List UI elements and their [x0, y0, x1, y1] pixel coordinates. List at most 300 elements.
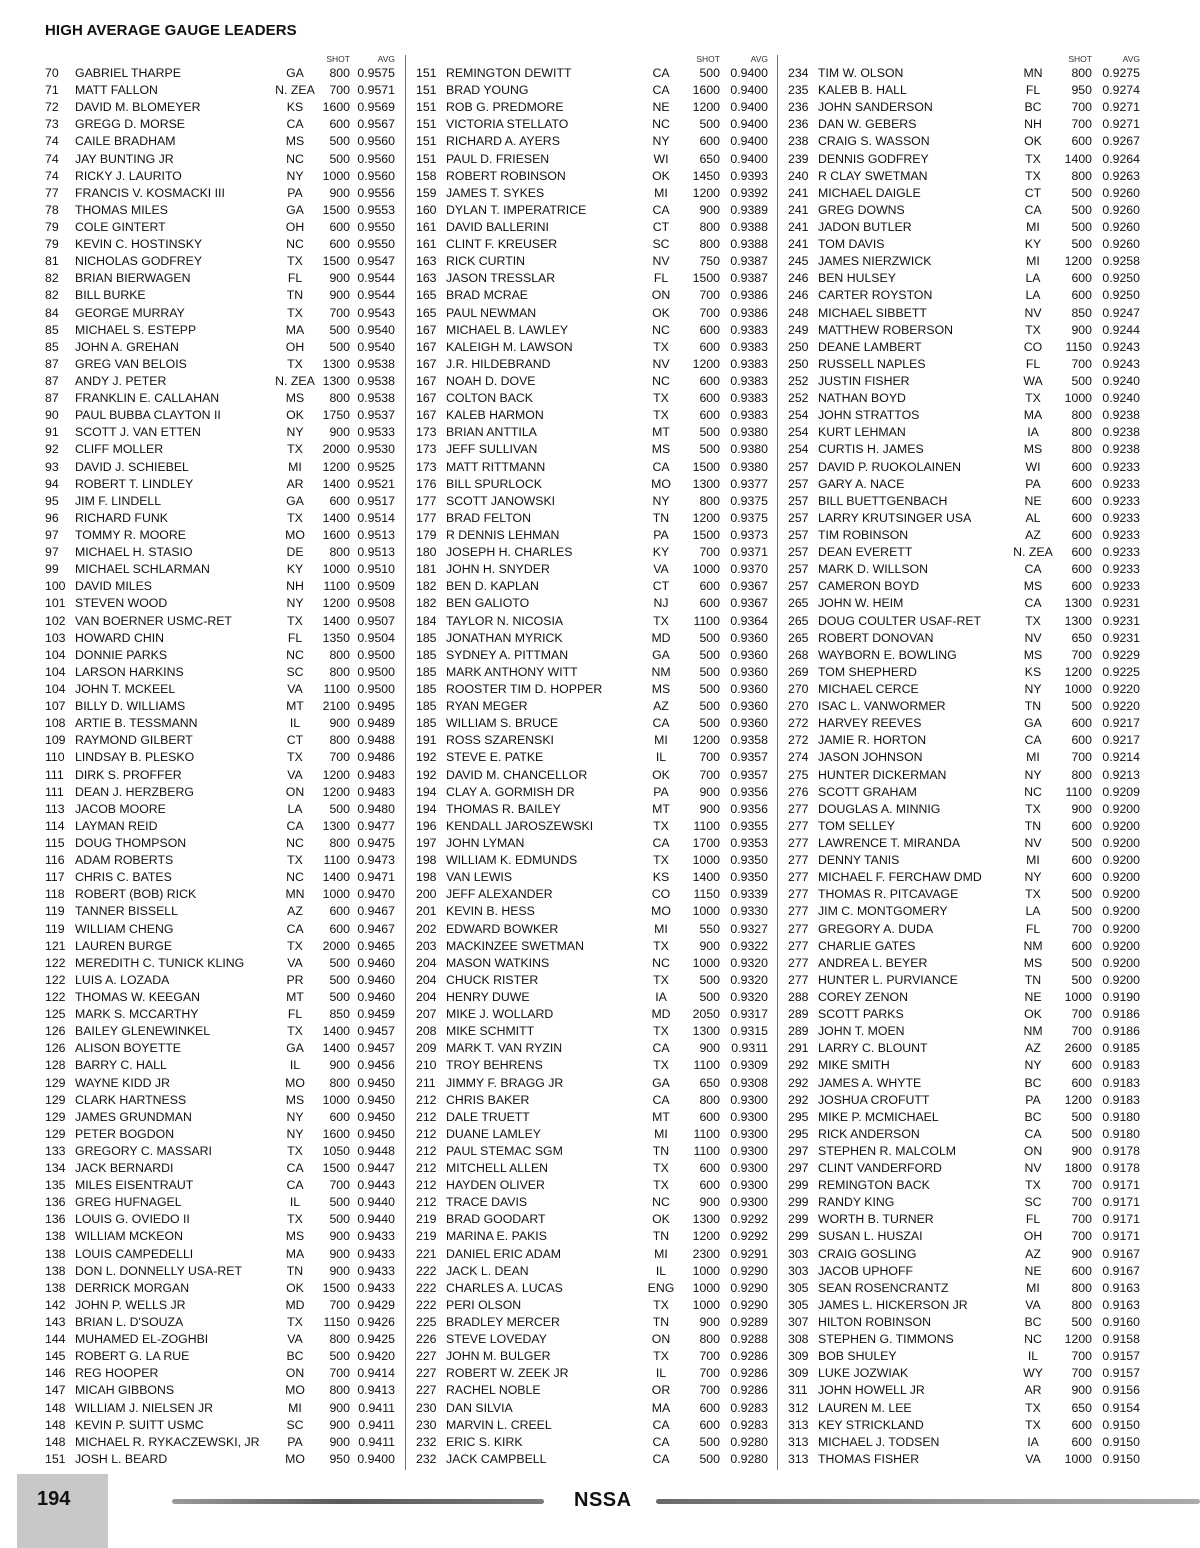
- row-rank: 104: [45, 664, 66, 679]
- row-rank: 74: [45, 151, 59, 166]
- row-avg: 0.9538: [357, 356, 395, 371]
- row-avg: 0.9320: [730, 972, 768, 987]
- row-shot: 500: [329, 1212, 350, 1227]
- row-name: SCOTT PARKS: [818, 1007, 904, 1022]
- row-state: NC: [286, 647, 304, 662]
- row-rank: 129: [45, 1092, 66, 1107]
- row-state: TX: [1025, 1178, 1041, 1193]
- row-name: JOSHUA CROFUTT: [818, 1092, 930, 1107]
- row-state: NY: [652, 134, 670, 149]
- table-row: [416, 407, 768, 424]
- row-name: BOB SHULEY: [818, 1349, 897, 1364]
- row-rank: 305: [788, 1280, 809, 1295]
- row-state: FL: [287, 1007, 303, 1022]
- row-rank: 270: [788, 699, 809, 714]
- row-state: NV: [1024, 305, 1042, 320]
- row-avg: 0.9411: [358, 1400, 395, 1415]
- row-state: CA: [652, 1451, 670, 1466]
- row-shot: 800: [329, 733, 350, 748]
- row-avg: 0.9300: [730, 1109, 768, 1124]
- row-avg: 0.9190: [1102, 989, 1140, 1004]
- row-name: REG HOOPER: [75, 1366, 159, 1381]
- row-avg: 0.9530: [357, 442, 395, 457]
- row-state: SC: [286, 664, 304, 679]
- row-state: ON: [651, 1332, 671, 1347]
- row-name: JOHN T. MOEN: [818, 1024, 905, 1039]
- row-name: KALEB B. HALL: [818, 83, 907, 98]
- row-avg: 0.9288: [730, 1332, 768, 1347]
- row-avg: 0.9513: [357, 545, 395, 560]
- row-state: TX: [653, 1161, 669, 1176]
- row-avg: 0.9260: [1102, 202, 1140, 217]
- row-name: GREGG D. MORSE: [75, 117, 185, 132]
- row-avg: 0.9560: [357, 134, 395, 149]
- row-name: DAVID BALLERINI: [446, 220, 549, 235]
- table-row: [416, 681, 768, 698]
- table-row: [45, 903, 395, 920]
- row-avg: 0.9575: [357, 66, 395, 81]
- row-shot: 500: [699, 647, 720, 662]
- table-row: [416, 459, 768, 476]
- row-avg: 0.9356: [730, 801, 768, 816]
- row-shot: 1300: [1064, 613, 1092, 628]
- row-shot: 500: [699, 630, 720, 645]
- row-name: ROOSTER TIM D. HOPPER: [446, 681, 603, 696]
- row-name: HILTON ROBINSON: [818, 1315, 931, 1330]
- row-avg: 0.9383: [730, 356, 768, 371]
- row-shot: 700: [1071, 921, 1092, 936]
- row-shot: 900: [1071, 801, 1092, 816]
- row-shot: 1000: [692, 1280, 720, 1295]
- row-name: BARRY C. HALL: [75, 1058, 167, 1073]
- row-state: NY: [1024, 1058, 1042, 1073]
- row-avg: 0.9233: [1102, 528, 1140, 542]
- row-avg: 0.9167: [1102, 1263, 1140, 1278]
- row-avg: 0.9180: [1102, 1109, 1140, 1124]
- row-state: TX: [1025, 801, 1041, 816]
- row-state: LA: [1025, 271, 1041, 286]
- table-row: [788, 1297, 1140, 1314]
- table-row: [416, 955, 768, 972]
- table-row: [788, 818, 1140, 835]
- row-state: NY: [1024, 870, 1042, 885]
- table-row: [45, 1314, 395, 1331]
- row-name: REMINGTON DEWITT: [446, 66, 572, 81]
- row-rank: 212: [416, 1092, 437, 1107]
- row-rank: 84: [45, 305, 59, 320]
- row-avg: 0.9229: [1102, 647, 1140, 662]
- row-avg: 0.9238: [1102, 442, 1140, 457]
- table-row: [416, 424, 768, 441]
- row-avg: 0.9433: [357, 1229, 395, 1244]
- table-row: [45, 236, 395, 253]
- row-rank: 207: [416, 1007, 437, 1022]
- row-avg: 0.9233: [1102, 562, 1140, 577]
- row-rank: 96: [45, 510, 59, 525]
- row-name: MARINA E. PAKIS: [446, 1229, 547, 1244]
- row-avg: 0.9200: [1102, 955, 1140, 970]
- row-name: LOUIS G. OVIEDO II: [75, 1212, 190, 1227]
- row-name: DALE TRUETT: [446, 1109, 530, 1124]
- row-avg: 0.9350: [730, 853, 768, 868]
- row-name: BRAD MCRAE: [446, 288, 528, 303]
- row-shot: 600: [1071, 493, 1092, 508]
- table-row: [788, 1006, 1140, 1023]
- row-name: DONNIE PARKS: [75, 647, 168, 662]
- row-rank: 151: [416, 66, 437, 81]
- row-name: FRANKLIN E. CALLAHAN: [75, 391, 220, 406]
- table-row: [45, 1451, 395, 1468]
- table-row: [416, 715, 768, 732]
- row-shot: 600: [1071, 716, 1092, 731]
- row-state: NC: [652, 117, 670, 132]
- table-row: [788, 441, 1140, 458]
- row-shot: 500: [329, 134, 350, 149]
- table-row: [788, 65, 1140, 82]
- table-row: [45, 972, 395, 989]
- row-state: MT: [286, 989, 304, 1004]
- row-name: MARK ANTHONY WITT: [446, 664, 578, 679]
- row-rank: 295: [788, 1109, 809, 1124]
- row-rank: 115: [45, 835, 65, 850]
- row-rank: 269: [788, 664, 809, 679]
- row-name: CHRIS BAKER: [446, 1092, 530, 1107]
- row-name: LOUIS CAMPEDELLI: [75, 1246, 194, 1261]
- table-row: [45, 578, 395, 595]
- row-shot: 750: [699, 254, 720, 269]
- row-shot: 2600: [1064, 1041, 1092, 1056]
- row-shot: 900: [699, 1315, 720, 1330]
- table-row: [788, 356, 1140, 373]
- row-name: BEN GALIOTO: [446, 596, 530, 611]
- row-rank: 151: [416, 151, 437, 166]
- row-state: NV: [652, 356, 670, 371]
- row-rank: 134: [45, 1161, 66, 1176]
- row-rank: 292: [788, 1075, 809, 1090]
- row-state: MI: [654, 1246, 668, 1261]
- row-rank: 167: [416, 322, 437, 337]
- row-shot: 1500: [692, 528, 720, 542]
- row-state: CA: [652, 835, 670, 850]
- table-row: [416, 1400, 768, 1417]
- row-shot: 600: [699, 596, 720, 611]
- row-rank: 235: [788, 83, 809, 98]
- table-row: [416, 647, 768, 664]
- row-rank: 173: [416, 442, 437, 457]
- row-name: BRAD YOUNG: [446, 83, 529, 98]
- table-row: [416, 390, 768, 407]
- row-avg: 0.9291: [730, 1246, 768, 1261]
- row-name: RICHARD A. AYERS: [446, 134, 560, 149]
- row-avg: 0.9473: [357, 853, 395, 868]
- row-rank: 182: [416, 596, 437, 611]
- table-row: [788, 390, 1140, 407]
- row-state: TX: [1025, 613, 1041, 628]
- row-avg: 0.9457: [357, 1041, 395, 1056]
- row-rank: 198: [416, 853, 437, 868]
- table-row: [416, 253, 768, 270]
- row-state: MI: [288, 1400, 302, 1415]
- row-state: OR: [651, 1383, 671, 1398]
- row-name: VAN LEWIS: [446, 870, 513, 885]
- row-shot: 1200: [322, 596, 350, 611]
- row-avg: 0.9200: [1102, 972, 1140, 987]
- row-state: MS: [1023, 955, 1043, 970]
- row-shot: 800: [1071, 66, 1092, 81]
- row-rank: 99: [45, 562, 59, 577]
- row-shot: 700: [699, 767, 720, 782]
- row-rank: 79: [45, 237, 59, 252]
- row-name: ADAM ROBERTS: [75, 853, 174, 868]
- row-name: BRAD FELTON: [446, 510, 531, 525]
- row-avg: 0.9220: [1102, 681, 1140, 696]
- row-state: MS: [285, 134, 305, 149]
- row-shot: 600: [699, 1161, 720, 1176]
- row-name: DAVID M. BLOMEYER: [75, 100, 201, 115]
- row-state: NY: [652, 493, 670, 508]
- table-row: [45, 185, 395, 202]
- row-avg: 0.9183: [1102, 1092, 1140, 1107]
- table-row: [45, 1297, 395, 1314]
- row-rank: 270: [788, 681, 809, 696]
- table-row: [45, 356, 395, 373]
- row-avg: 0.9150: [1102, 1434, 1140, 1449]
- row-avg: 0.9233: [1102, 493, 1140, 508]
- table-row: [416, 202, 768, 219]
- table-row: [45, 373, 395, 390]
- row-rank: 204: [416, 989, 437, 1004]
- row-rank: 185: [416, 647, 437, 662]
- row-avg: 0.9500: [357, 681, 395, 696]
- table-row: [416, 1211, 768, 1228]
- row-rank: 173: [416, 425, 437, 440]
- row-shot: 500: [699, 1451, 720, 1466]
- row-name: DANIEL ERIC ADAM: [446, 1246, 562, 1261]
- row-name: LINDSAY B. PLESKO: [75, 750, 195, 765]
- row-shot: 1400: [1064, 151, 1092, 166]
- table-row: [416, 1057, 768, 1074]
- row-shot: 1100: [323, 681, 350, 696]
- row-name: BILLY D. WILLIAMS: [75, 699, 186, 714]
- row-state: MT: [286, 699, 304, 714]
- row-shot: 700: [329, 1297, 350, 1312]
- table-row: [416, 784, 768, 801]
- table-row: [788, 955, 1140, 972]
- row-name: THOMAS R. PITCAVAGE: [818, 887, 959, 902]
- row-avg: 0.9389: [730, 202, 768, 217]
- row-rank: 277: [788, 835, 809, 850]
- row-rank: 197: [416, 835, 437, 850]
- row-name: ANDY J. PETER: [75, 374, 167, 389]
- row-rank: 111: [45, 767, 64, 782]
- row-name: CRAIG GOSLING: [818, 1246, 917, 1261]
- table-row: [788, 510, 1140, 527]
- table-row: [45, 390, 395, 407]
- row-rank: 241: [788, 237, 809, 252]
- row-name: BILL BURKE: [75, 288, 146, 303]
- row-name: CLINT F. KREUSER: [446, 237, 558, 252]
- row-name: WAYBORN E. BOWLING: [818, 647, 957, 662]
- row-name: LARRY KRUTSINGER USA: [818, 510, 972, 525]
- table-row: [788, 766, 1140, 783]
- row-avg: 0.9163: [1102, 1297, 1140, 1312]
- row-state: LA: [1025, 288, 1041, 303]
- row-avg: 0.9150: [1102, 1417, 1140, 1432]
- table-row: [416, 1382, 768, 1399]
- row-rank: 219: [416, 1212, 437, 1227]
- row-avg: 0.9375: [730, 510, 768, 525]
- table-row: [416, 835, 768, 852]
- row-name: MILES EISENTRAUT: [75, 1178, 194, 1193]
- table-row: [788, 1228, 1140, 1245]
- row-rank: 142: [45, 1297, 66, 1312]
- row-state: TX: [287, 1212, 303, 1227]
- row-state: TX: [1025, 151, 1041, 166]
- row-rank: 203: [416, 938, 437, 953]
- row-state: TN: [652, 1315, 670, 1330]
- table-row: [45, 766, 395, 783]
- row-shot: 600: [1071, 476, 1092, 491]
- row-rank: 138: [45, 1246, 66, 1261]
- row-rank: 119: [45, 904, 65, 919]
- row-state: MS: [651, 681, 671, 696]
- row-avg: 0.9433: [357, 1280, 395, 1295]
- row-name: KALEIGH M. LAWSON: [446, 339, 573, 354]
- table-row: [416, 1228, 768, 1245]
- row-rank: 254: [788, 425, 809, 440]
- row-rank: 230: [416, 1417, 437, 1432]
- table-row: [45, 133, 395, 150]
- row-state: GA: [286, 66, 304, 81]
- row-shot: 1200: [322, 767, 350, 782]
- row-avg: 0.9200: [1102, 887, 1140, 902]
- row-name: KEY STRICKLAND: [818, 1417, 924, 1432]
- row-shot: 1400: [322, 1024, 350, 1039]
- table-row: [788, 1331, 1140, 1348]
- row-shot: 700: [699, 545, 720, 560]
- row-shot: 700: [1071, 1366, 1092, 1381]
- row-rank: 116: [45, 853, 65, 868]
- row-shot: 500: [329, 1195, 350, 1210]
- row-avg: 0.9538: [357, 391, 395, 406]
- table-row: [416, 510, 768, 527]
- row-shot: 1200: [1064, 1332, 1092, 1347]
- row-rank: 204: [416, 955, 437, 970]
- row-name: JOHN M. BULGER: [446, 1349, 551, 1364]
- row-rank: 252: [788, 391, 809, 406]
- row-state: TN: [286, 1263, 304, 1278]
- row-state: NM: [1023, 1024, 1043, 1039]
- row-rank: 128: [45, 1058, 66, 1073]
- row-shot: 600: [329, 220, 350, 235]
- row-rank: 104: [45, 681, 66, 696]
- row-rank: 71: [45, 83, 59, 98]
- row-shot: 800: [1071, 1297, 1092, 1312]
- row-shot: 1000: [692, 853, 720, 868]
- row-name: DOUG THOMPSON: [75, 835, 187, 850]
- row-rank: 176: [416, 476, 437, 491]
- table-row: [45, 698, 395, 715]
- table-row: [416, 1194, 768, 1211]
- row-rank: 232: [416, 1451, 437, 1466]
- row-avg: 0.9267: [1102, 134, 1140, 149]
- row-avg: 0.9238: [1102, 408, 1140, 423]
- row-shot: 600: [1071, 562, 1092, 577]
- table-row: [788, 219, 1140, 236]
- row-rank: 92: [45, 442, 59, 457]
- table-row: [45, 1092, 395, 1109]
- table-row: [788, 972, 1140, 989]
- row-rank: 192: [416, 750, 437, 765]
- row-state: TX: [287, 750, 303, 765]
- row-shot: 650: [1071, 630, 1092, 645]
- row-state: TN: [1024, 699, 1042, 714]
- table-row: [45, 407, 395, 424]
- table-row: [788, 407, 1140, 424]
- row-name: REMINGTON BACK: [818, 1178, 930, 1193]
- row-rank: 122: [45, 972, 66, 987]
- table-row: [45, 1143, 395, 1160]
- row-avg: 0.9154: [1102, 1400, 1140, 1415]
- row-avg: 0.9477: [357, 818, 395, 833]
- table-row: [45, 82, 395, 99]
- table-row: [45, 441, 395, 458]
- row-state: TX: [287, 853, 303, 868]
- row-shot: 500: [1071, 220, 1092, 235]
- row-state: MI: [654, 1126, 668, 1141]
- row-state: CA: [286, 1161, 304, 1176]
- row-avg: 0.9450: [357, 1092, 395, 1107]
- row-state: AZ: [1025, 528, 1041, 542]
- row-avg: 0.9383: [730, 391, 768, 406]
- row-avg: 0.9383: [730, 374, 768, 389]
- row-rank: 119: [45, 921, 65, 936]
- table-row: [45, 1057, 395, 1074]
- row-avg: 0.9309: [730, 1058, 768, 1073]
- row-avg: 0.9290: [730, 1263, 768, 1278]
- row-avg: 0.9233: [1102, 476, 1140, 491]
- row-avg: 0.9231: [1102, 613, 1140, 628]
- row-shot: 1350: [322, 630, 350, 645]
- row-rank: 78: [45, 202, 59, 217]
- row-shot: 900: [329, 425, 350, 440]
- row-shot: 700: [1071, 100, 1092, 115]
- row-avg: 0.9209: [1102, 784, 1140, 799]
- row-rank: 194: [416, 784, 437, 799]
- row-shot: 600: [1071, 510, 1092, 525]
- row-avg: 0.9413: [357, 1383, 395, 1398]
- row-name: ROBERT G. LA RUE: [75, 1349, 190, 1364]
- row-avg: 0.9426: [357, 1315, 395, 1330]
- row-name: BEN D. KAPLAN: [446, 579, 539, 594]
- table-row: [788, 339, 1140, 356]
- row-state: NC: [286, 870, 304, 885]
- row-name: JAMES GRUNDMAN: [75, 1109, 192, 1124]
- row-shot: 1750: [322, 408, 350, 423]
- row-name: KEVIN P. SUITT USMC: [75, 1417, 204, 1432]
- row-state: MS: [1023, 442, 1043, 457]
- table-row: [416, 1040, 768, 1057]
- row-avg: 0.9550: [357, 237, 395, 252]
- row-avg: 0.9400: [730, 151, 768, 166]
- row-rank: 129: [45, 1109, 66, 1124]
- row-shot: 700: [1071, 1007, 1092, 1022]
- row-shot: 1200: [1064, 254, 1092, 269]
- table-row: [788, 322, 1140, 339]
- row-rank: 87: [45, 374, 59, 389]
- row-rank: 241: [788, 220, 809, 235]
- row-rank: 82: [45, 271, 59, 286]
